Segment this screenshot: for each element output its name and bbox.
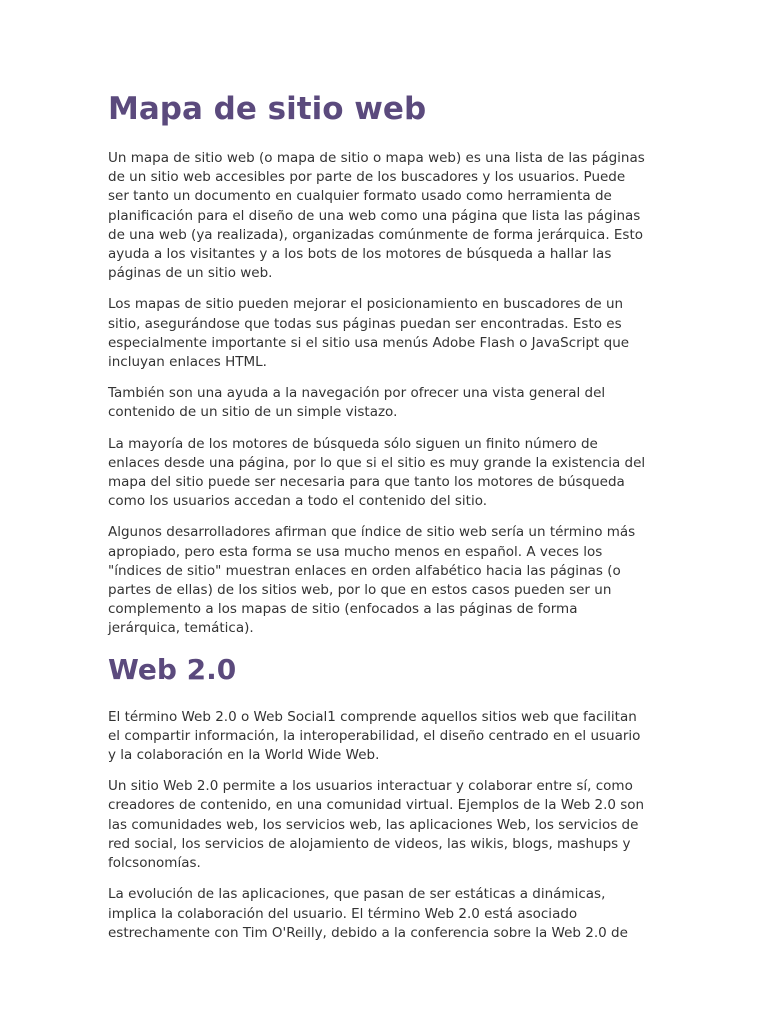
paragraph [108, 708, 660, 766]
text-line: de una web (ya realizada), organizadas comúnmente de forma jerárquica. Esto [108, 226, 644, 243]
text-line: el compartir información, la interoperabilidad, el diseño centrado en el usuario [108, 727, 641, 744]
paragraph [108, 149, 660, 283]
text-line: También son una ayuda a la navegación por ofrecer una vista general del [108, 385, 606, 402]
text-line: de un sitio web accesibles por parte de los buscadores y los usuarios. Puede [108, 169, 626, 186]
text-line: creadores de contenido, en una comunidad virtual. Ejemplos de la Web 2.0 son [108, 797, 645, 814]
text-line: estrechamente con Tim O'Reilly, debido a la conferencia sobre la Web 2.0 de [108, 924, 628, 941]
text-line: Un mapa de sitio web (o mapa de sitio o mapa web) es una lista de las páginas [108, 150, 645, 166]
text-line: Algunos desarrolladores afirman que índice de sitio web sería un término más [108, 524, 636, 541]
text-line: apropiado, pero esta forma se usa mucho menos en español. A veces los [108, 543, 603, 560]
paragraph [108, 885, 660, 943]
text-line: folcsonomías. [108, 855, 201, 872]
text-line: sitio, asegurándose que todas sus páginas puedan ser encontradas. Esto es [108, 315, 622, 332]
text-line: ser tanto un documento en cualquier formato usado como herramienta de [108, 188, 612, 205]
text-line: y la colaboración en la World Wide Web. [108, 747, 380, 764]
paragraph [108, 384, 660, 422]
text-line: páginas de un sitio web. [108, 265, 273, 282]
text-line: La mayoría de los motores de búsqueda sólo siguen un finito número de [108, 435, 598, 452]
text-line: planificación para el diseño de una web como una página que lista las páginas [108, 207, 641, 224]
text-line: red social, los servicios de alojamiento de videos, las wikis, blogs, mashups y [108, 835, 631, 852]
text-line: especialmente importante si el sitio usa menús Adobe Flash o JavaScript que [108, 334, 630, 351]
paragraph [108, 777, 660, 873]
paragraph [108, 295, 660, 372]
paragraph [108, 523, 660, 638]
text-line: mapa del sitio puede ser necesaria para que tanto los motores de búsqueda [108, 474, 625, 491]
text-line: enlaces desde una página, por lo que si el sitio es muy grande la existencia del [108, 454, 646, 471]
text-line: Los mapas de sitio pueden mejorar el posicionamiento en buscadores de un [108, 296, 624, 313]
section-body-sitemap [108, 149, 660, 639]
text-line: "índices de sitio" muestran enlaces en orden alfabético hacia las páginas (o [108, 562, 621, 579]
text-line: Un sitio Web 2.0 permite a los usuarios interactuar y colaborar entre sí, como [108, 778, 633, 795]
section-body-web20 [108, 708, 660, 943]
text-line: incluyan enlaces HTML. [108, 354, 267, 371]
text-line: El término Web 2.0 o Web Social1 comprende aquellos sitios web que facilitan [108, 708, 637, 725]
text-line: contenido de un sitio de un simple vistazo. [108, 404, 398, 421]
text-line: partes de ellas) de los sitios web, por lo que en estos casos pueden ser un [108, 582, 612, 599]
text-line: La evolución de las aplicaciones, que pasan de ser estáticas a dinámicas, [108, 886, 606, 903]
paragraph [108, 435, 660, 512]
text-line: implica la colaboración del usuario. El término Web 2.0 está asociado [108, 905, 578, 922]
text-line: ayuda a los visitantes y a los bots de los motores de búsqueda a hallar las [108, 246, 612, 263]
text-line: como los usuarios accedan a todo el contenido del sitio. [108, 493, 488, 510]
text-line: complemento a los mapas de sitio (enfocados a las páginas de forma [108, 601, 578, 618]
text-line: jerárquica, temática). [108, 620, 254, 637]
section-title-web20: Web 2.0 [108, 652, 237, 686]
section-title-sitemap: Mapa de sitio web [108, 91, 427, 127]
text-line: las comunidades web, los servicios web, las aplicaciones Web, los servicios de [108, 816, 639, 833]
